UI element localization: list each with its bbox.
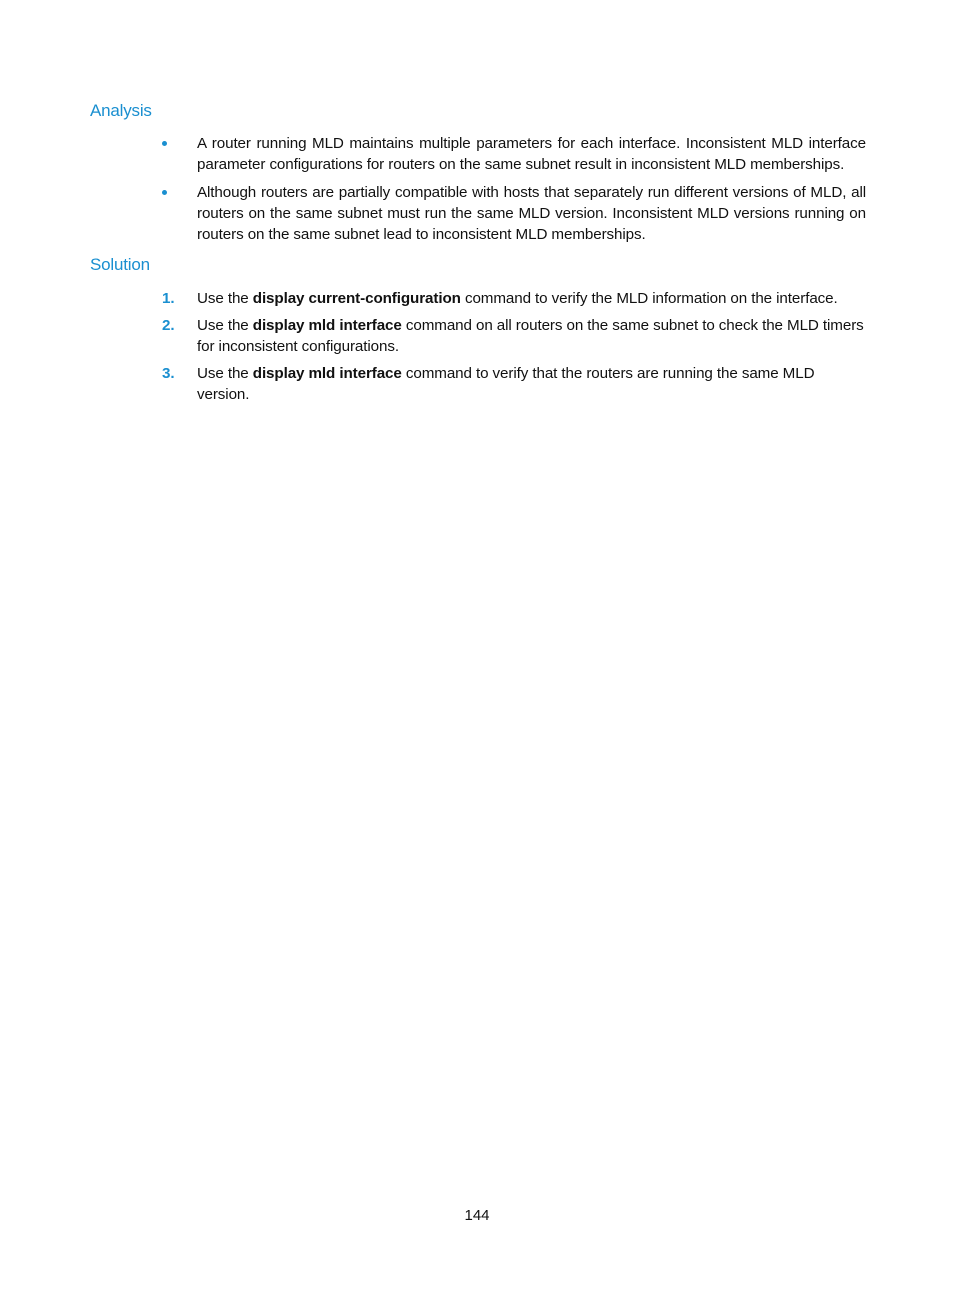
step-number: 1.	[162, 290, 175, 307]
list-item	[0, 182, 954, 245]
step-text-before: Use the	[197, 365, 253, 382]
step-text-after: command to verify that the routers are running the same MLD version.	[197, 365, 815, 403]
command-name: display mld interface	[252, 317, 402, 334]
solution-step-list	[0, 288, 954, 405]
list-item	[0, 288, 954, 309]
bullet-icon	[162, 190, 167, 195]
bullet-text: Although routers are partially compatible with hosts that separately run different versions of MLD, all routers on the same subnet must run the same MLD version. Inconsistent MLD versions running on routers on the same subnet lead to inconsistent MLD memberships.	[197, 184, 866, 243]
step-number: 3.	[162, 365, 175, 382]
list-item	[0, 363, 954, 405]
step-text-before: Use the	[197, 317, 253, 334]
step-text-after: command to verify the MLD information on the interface.	[460, 290, 838, 307]
step-number: 2.	[162, 317, 175, 334]
step-text-after: command on all routers on the same subnet to check the MLD timers for inconsistent configurations.	[197, 317, 864, 355]
list-item	[0, 315, 954, 357]
step-text-before: Use the	[197, 290, 253, 307]
command-name: display mld interface	[252, 365, 402, 382]
section-heading-analysis: Analysis	[90, 101, 152, 120]
analysis-bullet-list	[0, 133, 954, 245]
section-heading-solution: Solution	[90, 255, 150, 274]
bullet-icon	[162, 141, 167, 146]
page-number: 144	[464, 1207, 490, 1224]
command-name: display current-configuration	[252, 290, 461, 307]
list-item	[0, 133, 954, 175]
bullet-text: A router running MLD maintains multiple parameters for each interface. Inconsistent MLD interface parameter configurations for routers on the same subnet result in inconsistent MLD memberships.	[197, 135, 866, 173]
